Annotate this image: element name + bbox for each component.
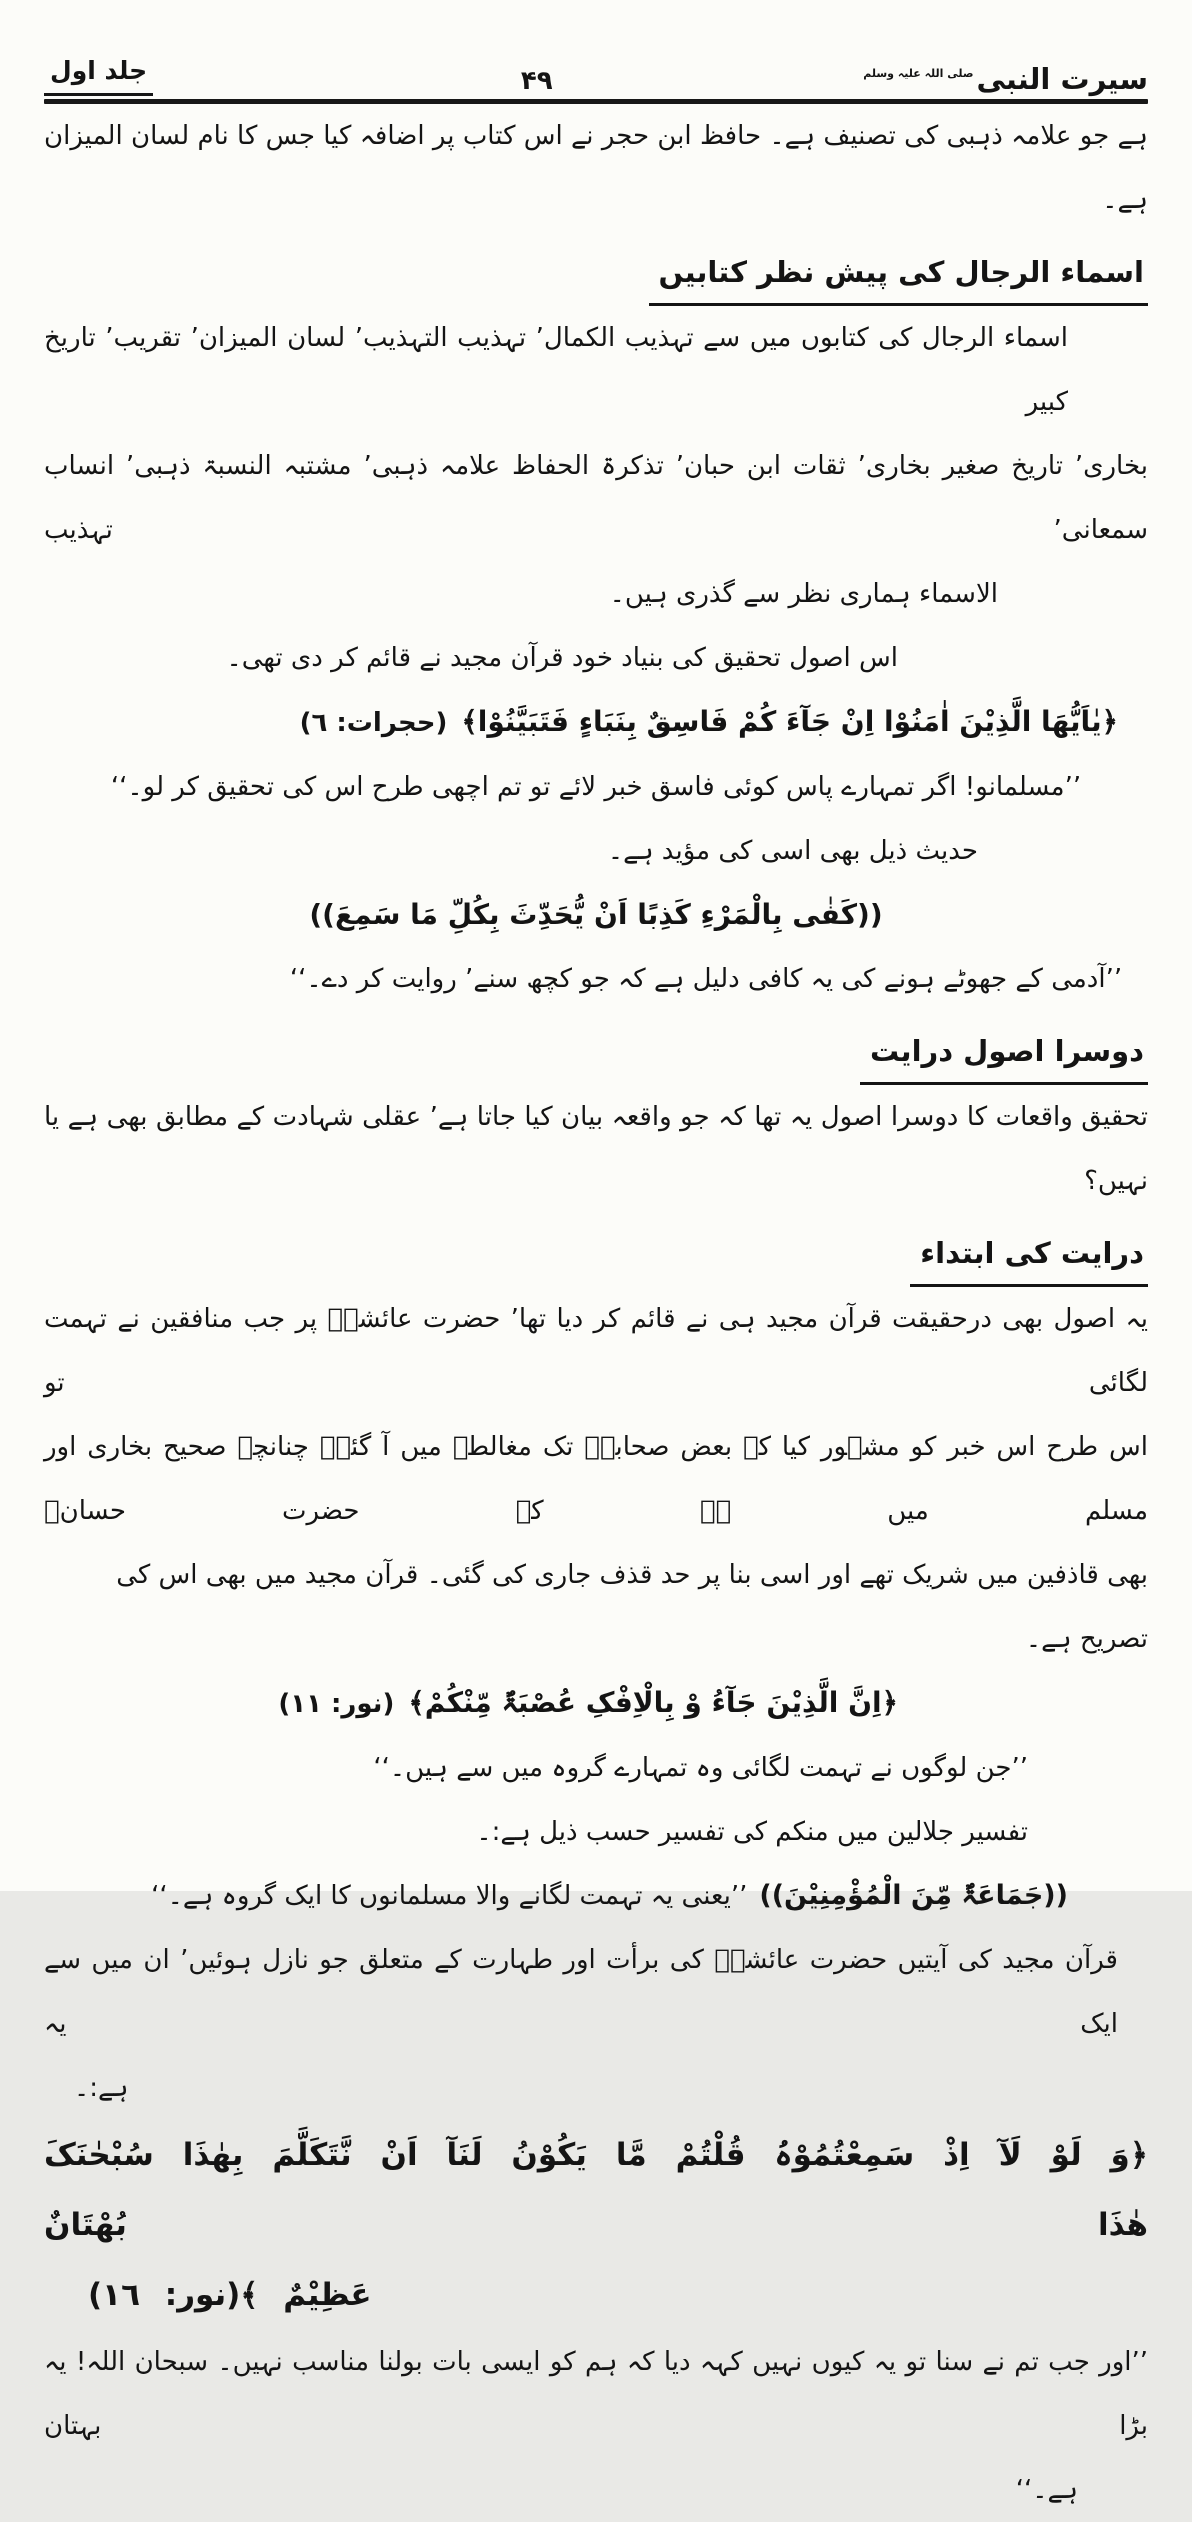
- para-books-line3: الاسماء ہماری نظر سے گذری ہیں۔: [609, 579, 998, 609]
- verse-nur11-line: [44, 1671, 1148, 1736]
- translation-nur11: ’’جن لوگوں نے تہمت لگائی وہ تمہارے گروہ میں سے ہیں۔‘‘: [373, 1753, 1028, 1783]
- heading-asma-ur-rijal-text: اسماء الرجال کی پیش نظر کتابیں: [649, 253, 1148, 306]
- page-number: ۴۹: [520, 66, 553, 96]
- line-hadith-intro: حدیث ذیل بھی اسی کی مؤید ہے۔: [607, 836, 978, 866]
- jamaat-translation: ’’یعنی یہ تہمت لگانے والا مسلمانوں کا ایک گروہ ہے۔‘‘: [151, 1881, 748, 1911]
- salutation-mark: صلی اللہ علیہ وسلم: [863, 67, 974, 80]
- verse-nur16-ref: (نور: ١٦): [88, 2277, 241, 2313]
- para-ifk-line1: یہ اصول بھی درحقیقت قرآن مجید ہی نے قائم کر دیا تھا’ حضرت عائشہؓ پر جب منافقین نے تہمت لگائی تو: [44, 1304, 1148, 1398]
- book-title: [860, 62, 1148, 96]
- verse-hujurat-ref: (حجرات: ٦): [299, 708, 448, 738]
- line-usul-tahqiq: اس اصول تحقیق کی بنیاد خود قرآن مجید نے قائم کر دی تھی۔: [226, 643, 898, 673]
- jamaat-arabic: ((جَمَاعَۃٌ مِّنَ الْمُؤْمِنِیْنَ)): [759, 1880, 1068, 1911]
- heading-dusra-usul-dirayat: [44, 1019, 1148, 1085]
- verse-hujurat-line: [44, 690, 1148, 755]
- verse-nur11-text: ﴿اِنَّ الَّذِیْنَ جَآءُ وْ بِالْاِفْکِ عُصْبَۃٌ مِّنْکُمْ﴾: [408, 1686, 898, 1719]
- jamaat-phrase-line: [44, 1864, 1148, 1928]
- translation-nur16-line2: ہے۔‘‘: [1015, 2475, 1078, 2505]
- para-books-line2: بخاری’ تاریخ صغیر بخاری’ ثقات ابن حبان’ تذکرۃ الحفاظ علامہ ذہبی’ مشتبہ النسبۃ ذہبی’ انساب سمعانی’ تہذیب: [44, 451, 1148, 545]
- para-ayaat-line2: ہے:۔: [74, 2073, 129, 2103]
- heading-dirayat-ibtida: [44, 1221, 1148, 1287]
- para-ifk-line3: بھی قاذفین میں شریک تھے اور اسی بنا پر حد قذف جاری کی گئی۔ قرآن مجید میں بھی اس کی تصریح ہے۔: [116, 1560, 1148, 1654]
- volume-label: جلد اول: [44, 56, 153, 96]
- hadith-arabic: ((کَفٰی بِالْمَرْءِ کَذِبًا اَنْ یُّحَدِّثَ بِکُلِّ مَا سَمِعَ)): [309, 898, 883, 931]
- verse-hujurat-text: ﴿یٰاَیُّھَا الَّذِیْنَ اٰمَنُوْا اِنْ جَآءَ کُمْ فَاسِقٌ بِنَبَاءٍ فَتَبَیَّنُوْا﴾: [461, 705, 1118, 738]
- para-ayaat-line1: قرآن مجید کی آیتیں حضرت عائشہؓ کی برأت اور طہارت کے متعلق جو نازل ہوئیں’ ان میں سے ایک یہ: [44, 1945, 1118, 2039]
- para-dirayat-principle: تحقیق واقعات کا دوسرا اصول یہ تھا کہ جو واقعہ بیان کیا جاتا ہے’ عقلی شہادت کے مطابق بھی ہے یا نہیں؟: [44, 1102, 1148, 1196]
- page-header: [44, 30, 1148, 96]
- book-title-text: سیرت النبی: [976, 62, 1148, 96]
- verse-nur16-line2-text: عَظِیْمٌ ﴾: [240, 2277, 372, 2313]
- para-zahabi-continuation: ہے جو علامہ ذہبی کی تصنیف ہے۔ حافظ ابن حجر نے اس کتاب پر اضافہ کیا جس کا نام لسان المیزان ہے۔: [44, 121, 1148, 215]
- verse-nur16-line2: [44, 2260, 1148, 2330]
- translation-hadith: ’’آدمی کے جھوٹے ہونے کی یہ کافی دلیل ہے کہ جو کچھ سنے’ روایت کر دے۔‘‘: [289, 964, 1123, 994]
- heading-dirayat-ibtida-text: درایت کی ابتداء: [910, 1234, 1148, 1287]
- para-ifk-line2: اس طرح اس خبر کو مشہور کیا کہ بعض صحابہؓ تک مغالطہ میں آ گئے۔ چنانچہ صحیح بخاری اور مسلم میں ہے کہ حضرت حسانؓ: [44, 1432, 1148, 1526]
- translation-nur16-line1: ’’اور جب تم نے سنا تو یہ کیوں نہیں کہہ دیا کہ ہم کو ایسی بات بولنا مناسب نہیں۔ سبحان اللہ! یہ بڑا بہتان: [44, 2347, 1148, 2441]
- line-tafsir-jalalain: تفسیر جلالین میں منکم کی تفسیر حسب ذیل ہے:۔: [476, 1817, 1028, 1847]
- verse-nur11-ref: (نور: ١١): [278, 1689, 395, 1719]
- para-books-line1: اسماء الرجال کی کتابوں میں سے تہذیب الکمال’ تہذیب التہذیب’ لسان المیزان’ تقریب’ تاریخ کبیر: [44, 323, 1068, 417]
- heading-dusra-usul-dirayat-text: دوسرا اصول درایت: [860, 1032, 1148, 1085]
- verse-nur16-line1: ﴿وَ لَوْ لَآ اِذْ سَمِعْتُمُوْہُ قُلْتُمْ مَّا یَکُوْنُ لَنَآ اَنْ نَّتَکَلَّمَ بِھٰذَا سُبْحٰنَکَ ھٰذَا بُھْتَانٌ: [44, 2137, 1148, 2243]
- translation-hujurat: ’’مسلمانو! اگر تمہارے پاس کوئی فاسق خبر لائے تو تم اچھی طرح اس کی تحقیق کر لو۔‘‘: [110, 772, 1082, 802]
- heading-asma-ur-rijal: [44, 240, 1148, 306]
